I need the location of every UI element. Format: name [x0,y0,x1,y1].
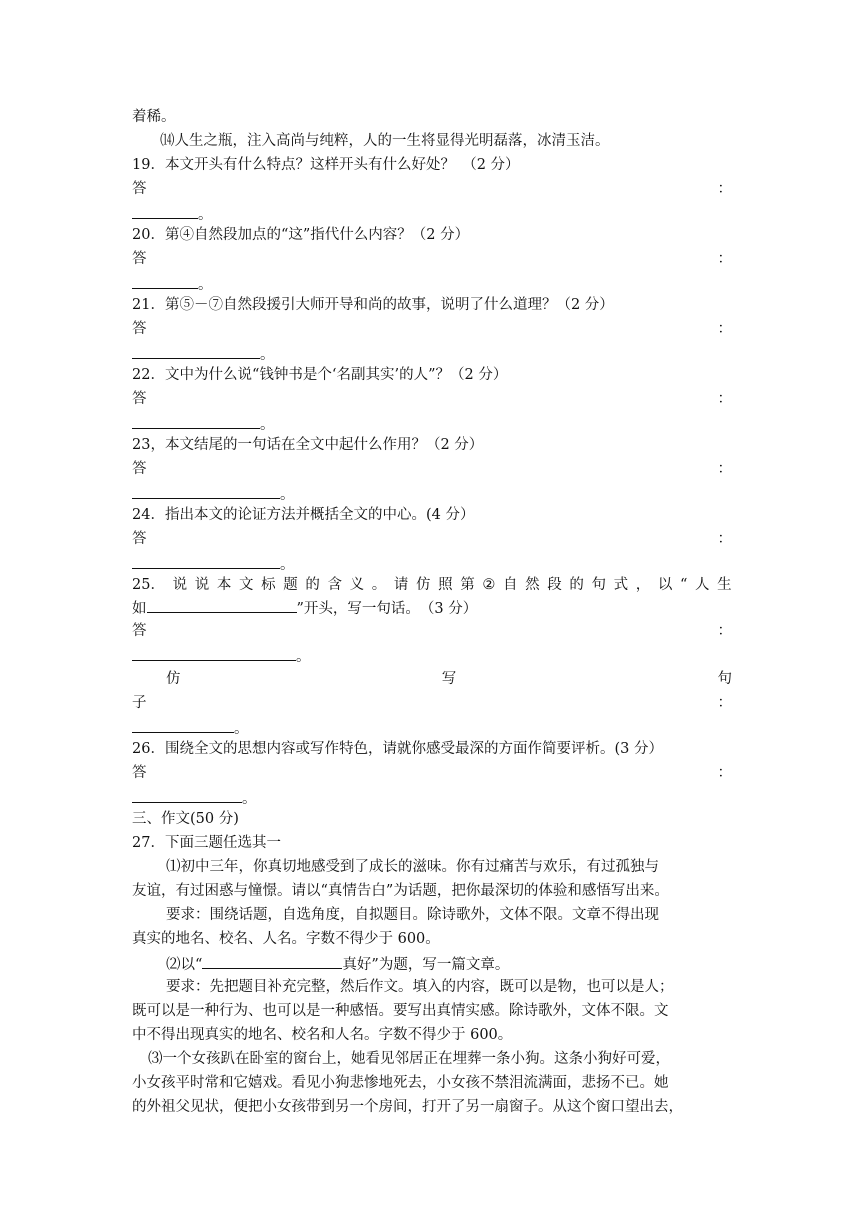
question-27-title: 27．下面三题任选其一 [132,835,281,851]
q25-char: 第 [460,577,475,593]
answer-colon: ： [717,321,732,337]
q25-char: 照 [438,577,453,593]
answer-row [132,318,732,340]
option-2-prefix: ⑵以“ [166,957,203,973]
answer-period: 。 [242,791,257,807]
imitate-char: 句 [717,671,732,687]
q25-char: 文 [238,577,254,593]
imitate-sentence-tail-row [132,692,732,714]
answer-period: 。 [296,649,311,665]
answer-colon: ： [717,695,732,711]
q25-char: ② [482,577,496,593]
q25-char: 句 [591,577,606,593]
q25-char: 义 [349,577,365,593]
answer-row [132,620,732,642]
answer-colon: ： [717,531,732,547]
option-1-line-1: ⑴初中三年，你真切地感受到了成长的滋味。你有过痛苦与欢乐，有过孤独与 [166,859,659,875]
intro-line-1: 着稀。 [132,109,176,125]
answer-blank-line [132,552,732,574]
answer-period: 。 [234,721,249,737]
answer-blank-line [132,644,732,666]
question-26: 26．围绕全文的思想内容或写作特色，请就你感受最深的方面作简要评析。(3 分） [132,741,663,757]
answer-label: 答 [132,531,147,547]
answer-blank[interactable] [132,272,198,289]
imitate-char: 写 [441,671,457,687]
answer-blank[interactable] [132,552,280,569]
option-3-line-1: ⑶一个女孩趴在卧室的窗台上，她看见邻居正在埋葬一条小狗。这条小狗好可爱， [148,1051,670,1067]
option-1-requirement-1: 要求：围绕话题，自选角度，自拟题目。除诗歌外，文体不限。文章不得出现 [166,907,659,923]
answer-blank-line [132,716,732,738]
answer-label: 答 [132,251,147,267]
answer-label: 答 [132,623,147,639]
answer-colon: ： [717,251,732,267]
option-2-requirement-2: 既可以是一种行为、也可以是一种感悟。要写出真情实感。除诗歌外，文体不限。文 [132,1003,669,1019]
answer-row [132,388,732,410]
q25-char: 的 [569,577,584,593]
option-2-requirement-1: 要求：先把题目补充完整，然后作文。填入的内容，既可以是物，也可以是人； [166,979,674,995]
answer-period: 。 [198,277,213,293]
q25-char: 请 [393,577,409,593]
q25-char: 以 [657,577,673,593]
q25-char: 的 [305,577,320,593]
answer-colon: ： [717,461,732,477]
imitate-char: 仿 [166,671,181,687]
q25-char: 段 [547,577,562,593]
q25-char: “ [679,577,688,593]
q25-char: 含 [327,577,342,593]
answer-blank[interactable] [132,786,242,803]
q25-prefix: 如 [132,601,147,617]
intro-line-2: ⒁人生之瓶，注入高尚与纯粹，人的一生将显得光明磊落，冰清玉洁。 [160,133,610,149]
title-fill-blank[interactable] [202,952,342,969]
question-25-line-2 [132,596,732,618]
section-3-title: 三、作文(50 分) [132,811,239,827]
answer-blank[interactable] [132,342,260,359]
q25-char: 。 [371,577,387,593]
option-3-line-3: 的外祖父见状，便把小女孩带到另一个房间，打开了另一扇窗子。从这个窗口望出去， [132,1099,683,1115]
answer-blank-line [132,482,732,504]
q25-char: 生 [717,577,732,593]
question-22: 22．文中为什么说“钱钟书是个‘名副其实’的人”？（2 分） [132,367,508,383]
answer-label: 答 [132,391,147,407]
question-21: 21．第⑤－⑦自然段援引大师开导和尚的故事，说明了什么道理？（2 分） [132,297,614,313]
question-25-line-1 [132,574,732,596]
answer-row [132,178,732,200]
option-3-line-2: 小女孩平时常和它嬉戏。看见小狗悲惨地死去，小女孩不禁泪流满面，悲扬不已。她 [132,1075,669,1091]
q25-char: 式 [613,577,629,593]
answer-blank-line [132,272,732,294]
answer-period: 。 [260,347,275,363]
answer-colon: ： [717,765,732,781]
answer-row [132,248,732,270]
answer-label: 答 [132,765,147,781]
q25-char: 仿 [415,577,431,593]
q25-char: 然 [525,577,540,593]
question-19: 19．本文开头有什么特点？这样开头有什么好处？ （2 分） [132,157,520,173]
option-2-requirement-3: 中不得出现真实的地名、校名和人名。字数不得少于 600。 [132,1027,513,1043]
answer-blank[interactable] [132,644,296,661]
imitate-tail: 子 [132,695,147,711]
q25-char: 标 [261,577,276,593]
answer-period: 。 [280,487,295,503]
q25-char: 本 [216,577,232,593]
q25-char: 说 [194,577,210,593]
answer-blank[interactable] [132,716,234,733]
question-20: 20．第④自然段加点的“这”指代什么内容？（2 分） [132,227,470,243]
answer-row [132,762,732,784]
option-2-suffix: 真好”为题，写一篇文章。 [342,957,510,973]
q25-suffix: ”开头，写一句话。 （3 分） [296,601,478,617]
question-23: 23，本文结尾的一句话在全文中起什么作用？（2 分） [132,437,484,453]
answer-colon: ： [717,181,732,197]
option-1-line-2: 友谊，有过困惑与憧憬。请以“真情告白”为话题，把你最深切的体验和感悟写出来。 [132,883,669,899]
option-1-requirement-2: 真实的地名、校名、人名。字数不得少于 600。 [132,931,440,947]
answer-period: 。 [260,417,275,433]
answer-blank[interactable] [132,412,260,429]
q25-char: ， [635,577,651,593]
q25-char: 自 [502,577,518,593]
answer-period: 。 [198,207,213,223]
q25-char: 25． [132,577,165,593]
answer-blank-line [132,786,732,808]
answer-blank[interactable] [132,202,198,219]
imitate-sentence-row [166,668,732,690]
option-2-title [166,952,732,974]
fill-in-blank[interactable] [147,596,297,613]
answer-colon: ： [717,391,732,407]
answer-label: 答 [132,321,147,337]
q25-char: 说 [172,577,188,593]
answer-row [132,458,732,480]
answer-blank[interactable] [132,482,280,499]
answer-label: 答 [132,461,147,477]
answer-blank-line [132,202,732,224]
answer-label: 答 [132,181,147,197]
answer-period: 。 [280,557,295,573]
question-24: 24．指出本文的论证方法并概括全文的中心。(4 分） [132,507,475,523]
answer-blank-line [132,412,732,434]
answer-colon: ： [717,623,732,639]
q25-char: 人 [695,577,710,593]
answer-row [132,528,732,550]
q25-char: 题 [283,577,298,593]
answer-blank-line [132,342,732,364]
